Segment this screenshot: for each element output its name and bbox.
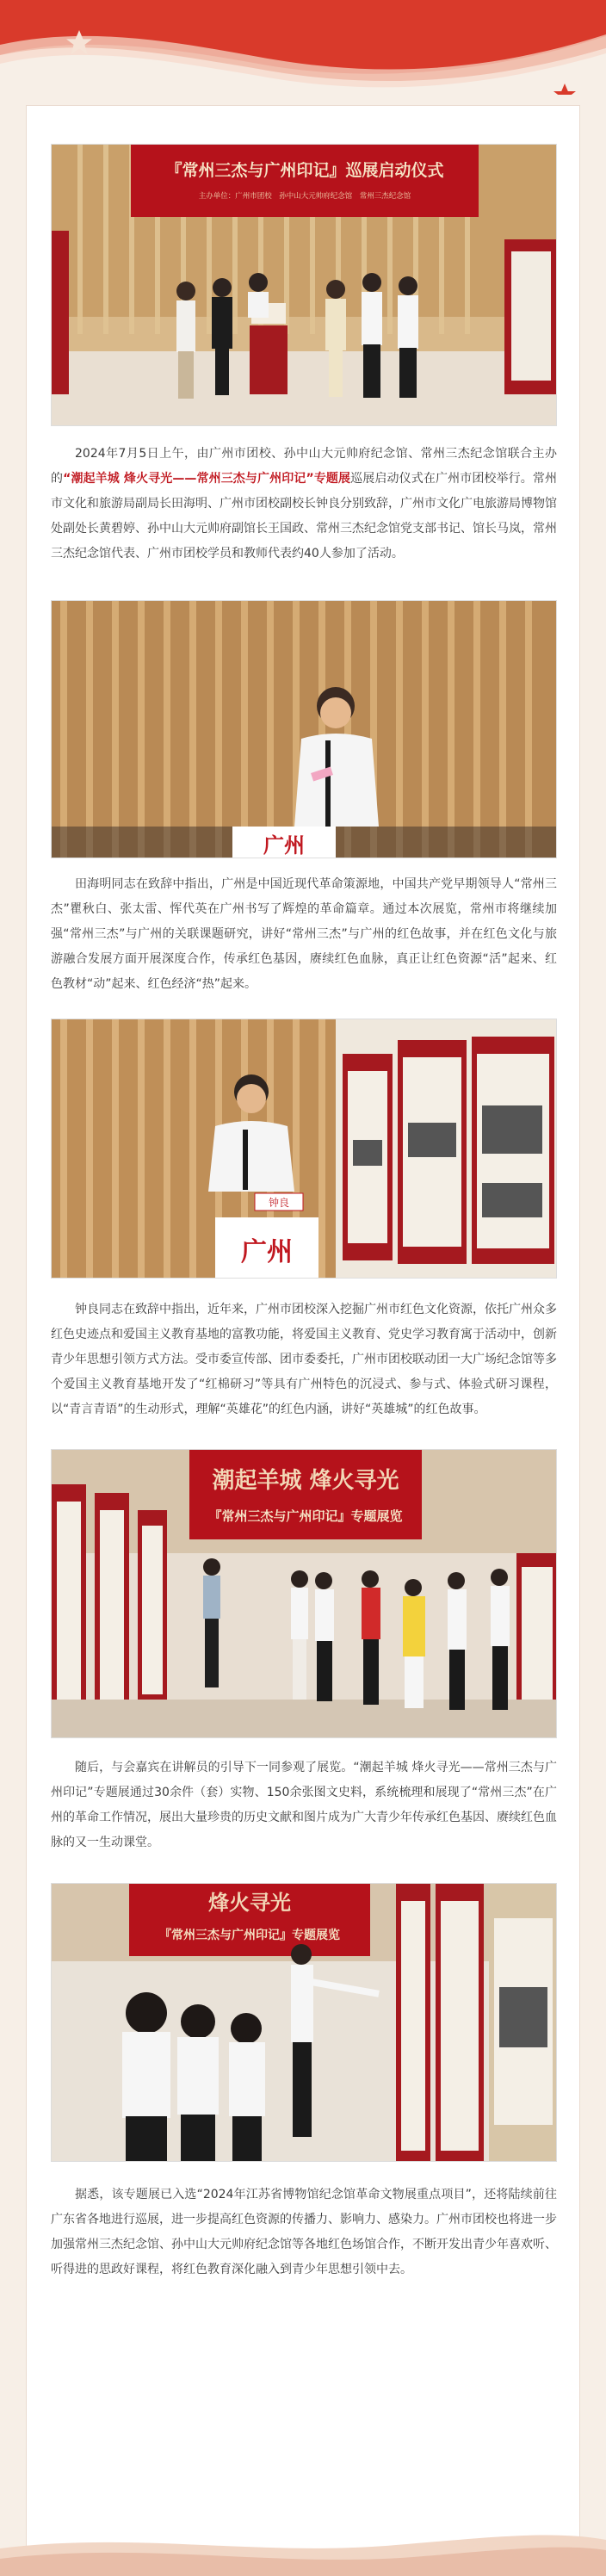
footer-decoration	[0, 2523, 606, 2576]
exhibition-tour-photo	[51, 1449, 557, 1738]
paragraph-closing: 据悉，该专题展已入选“2024年江苏省博物馆纪念馆革命文物展重点项目”，还将陆续前往广东省各地进行巡展，进一步提高红色资源的传播力、影响力、感染力。广州市团校也将进一步加强常州三杰纪念馆、孙中山大元帅府纪念馆等各地红色场馆合作，不断开发出青少年喜欢听、听得进的思政好课程，将红色教育深化融入到青少年思想引领中去。	[51, 2188, 557, 2276]
exhibition-slogan: 烽火寻光	[208, 1890, 291, 1915]
speech-photo-tian	[51, 600, 557, 858]
photo-banner-subtitle: 主办单位：广州市团校 孙中山大元帅府纪念馆 常州三杰纪念馆	[198, 192, 411, 201]
article-card	[26, 105, 580, 2550]
photo-banner-title: 『常州三杰与广州印记』专题展览	[159, 1929, 340, 1942]
photo-banner-title: 『常州三杰与广州印记』巡展启动仪式	[165, 161, 444, 180]
speech-photo-zhong	[51, 1019, 557, 1279]
paragraph-opening-text-2: 巡展启动仪式在广州市团校举行。常州市文化和旅游局副局长田海明、广州市团校副校长钟良分别致辞，广州市文化广电旅游局博物馆处副处长黄碧婷、孙中山大元帅府副馆长王国政、常州三杰纪念馆党支部书记、馆长马岚，常州三杰纪念馆代表、广州市团校学员和教师代表约40人参加了活动。	[51, 472, 558, 560]
name-tag: 钟良	[268, 1197, 290, 1209]
podium-text: 广州	[241, 1237, 293, 1267]
ceremony-photo	[51, 144, 557, 426]
exhibition-slogan: 潮起羊城 烽火寻光	[212, 1468, 399, 1494]
paragraph-opening	[51, 442, 557, 567]
exhibition-title-highlight: “潮起羊城 烽火寻光——常州三杰与广州印记”专题展	[63, 472, 351, 486]
paragraph-opening-text: 2024年7月5日上午，由广州市团校、孙中山大元帅府纪念馆、常州三杰纪念馆联合主办的	[51, 447, 557, 486]
students-photo	[51, 1883, 557, 2162]
header-decoration	[0, 0, 606, 95]
paragraph-exhibition-tour: 随后，与会嘉宾在讲解员的引导下一同参观了展览。“潮起羊城 烽火寻光——常州三杰与广州印记”专题展通过30余件（套）实物、150余张图文史料，系统梳理和展现了“常州三杰”在广州的革命工作情况，展出大量珍贵的历史文献和图片成为广大青少年传承红色基因、赓续红色血脉的又一生动课堂。	[51, 1761, 557, 1849]
paragraph-zhong-speech: 钟良同志在致辞中指出，近年来，广州市团校深入挖掘广州市红色文化资源，依托广州众多红色史迹点和爱国主义教育基地的富教功能，将爱国主义教育、党史学习教育寓于活动中，创新青少年思想引领方式方法。受市委宣传部、团市委委托，广州市团校联动团一大广场纪念馆等多个爱国主义教育基地开发了“红棉研习”等具有广州特色的沉浸式、参与式、体验式研习课程，以“青言青语”的生动形式，理解“英雄花”的红色内涵，讲好“英雄城”的红色故事。	[51, 1303, 557, 1416]
star-icon	[553, 84, 576, 95]
podium-text: 广州	[263, 833, 305, 858]
photo-banner-title: 『常州三杰与广州印记』专题展览	[208, 1508, 403, 1524]
paragraph-tian-speech: 田海明同志在致辞中指出，广州是中国近现代革命策源地，中国共产党早期领导人“常州三杰”瞿秋白、张太雷、恽代英在广州书写了辉煌的革命篇章。通过本次展览，常州市将继续加强“常州三杰”与广州的关联课题研究，讲好“常州三杰”与广州的红色故事，并在红色文化与旅游融合发展方面开展深度合作，传承红色基因，赓续红色血脉，真正让红色资源“活”起来、红色教材“动”起来、红色经济“热”起来。	[51, 877, 557, 991]
